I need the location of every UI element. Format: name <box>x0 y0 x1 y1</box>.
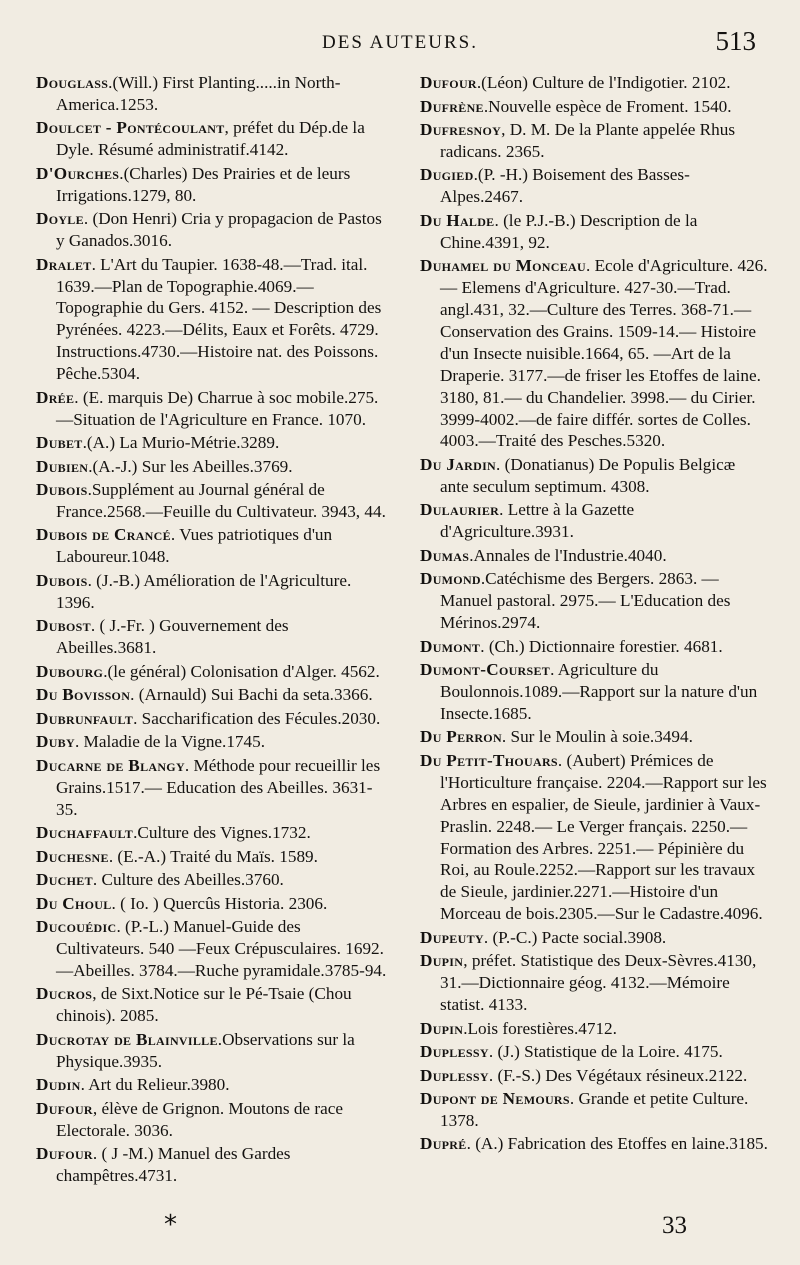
index-entry <box>36 479 388 523</box>
index-entry <box>36 731 388 753</box>
author-name: Doyle <box>36 209 84 229</box>
author-name: Duplessy <box>420 1065 489 1085</box>
index-entry <box>36 661 388 683</box>
entry-text: .Lois forestières.4712. <box>463 1018 617 1038</box>
author-name: Dulaurier <box>420 500 500 520</box>
author-name: Du Jardin <box>420 454 497 474</box>
entry-text: , préfet. Statistique des Deux-Sèvres.4130, 31.—Dictionnaire géog. 4132.—Mémoire statist. 4133. <box>440 951 757 1015</box>
index-entry <box>36 1074 388 1096</box>
author-name: Dumas <box>420 545 470 565</box>
entry-text: .(P. -H.) Boisement des Basses-Alpes.2467. <box>440 165 690 207</box>
entry-text: . Maladie de la Vigne.1745. <box>74 732 266 752</box>
index-entry <box>36 869 388 891</box>
entry-text: .(A.-J.) Sur les Abeilles.3769. <box>88 456 293 476</box>
index-entry <box>36 846 388 868</box>
entry-text: .(le général) Colonisation d'Alger. 4562. <box>103 661 380 681</box>
author-name: Ducouédic <box>36 917 117 936</box>
author-name: Dupin <box>420 1018 464 1038</box>
index-entry <box>36 893 388 915</box>
index-entry <box>420 1018 768 1040</box>
author-name: Du Halde <box>420 210 495 230</box>
author-name: Dubost <box>36 616 91 636</box>
entry-text: . (le P.J.-B.) Description de la Chine.4391, 92. <box>440 210 698 252</box>
entry-text: . (E. marquis De) Charrue à soc mobile.275.—Situation de l'Agriculture en France. 1070. <box>56 387 379 429</box>
index-entry <box>36 72 388 116</box>
entry-text: . (E.-A.) Traité du Maïs. 1589. <box>108 846 318 866</box>
page-number: 513 <box>715 26 756 56</box>
entry-text: . ( Io. ) Quercûs Historia. 2306. <box>111 893 328 913</box>
index-entry <box>420 659 768 725</box>
author-name: Duchesne <box>36 846 109 866</box>
entry-text: . (J.) Statistique de la Loire. 4175. <box>488 1042 723 1062</box>
index-entry <box>420 1088 768 1132</box>
index-entry <box>36 1098 388 1142</box>
index-entry <box>420 1133 768 1155</box>
index-entry <box>36 432 388 454</box>
index-entry <box>420 568 768 634</box>
entry-text: . Lettre à la Gazette d'Agriculture.3931. <box>440 500 635 542</box>
index-entry <box>36 387 388 431</box>
author-name: Dufour <box>36 1144 93 1164</box>
index-entry <box>36 983 388 1027</box>
index-entry <box>420 499 768 543</box>
index-entry <box>36 570 388 614</box>
entry-text: , D. M. De la Plante appelée Rhus radicans. 2365. <box>440 120 736 161</box>
entry-text: . Ecole d'Agriculture. 426. — Elemens d'Agriculture. 427-30.—Trad. angl.431, 32.—Culture des Terres. 368-71.— Conservation des Grains. 1509-14.— Histoire d'un Insecte nuisible.1664, 65. —Art de la Draperie. 3177.—de friser les Etoffes de laine. 3180, 81.— du Chandelier. 3998.— du Cirier. 3999-4002.—de faire différ. sortes de Colles. 4003.—Traité des Pesches.5320. <box>440 256 768 451</box>
index-entry <box>420 119 768 163</box>
entry-text: . (Donatianus) De Populis Belgicæ ante seculum septimum. 4308. <box>440 454 736 496</box>
author-name: Duhamel du Monceau <box>420 256 586 276</box>
index-entry <box>36 1143 388 1187</box>
author-name: Dudin <box>36 1075 81 1095</box>
index-entry <box>36 163 388 207</box>
index-entry <box>36 708 388 730</box>
author-name: Dupont de Nemours <box>420 1089 570 1109</box>
running-header <box>0 26 800 66</box>
index-entry <box>36 615 388 659</box>
index-entry <box>36 916 388 982</box>
index-entry <box>36 684 388 706</box>
entry-text: . (Arnauld) Sui Bachi da seta.3366. <box>130 685 373 705</box>
index-entry <box>420 96 768 118</box>
index-entry <box>36 456 388 478</box>
entry-text: . Sur le Moulin à soie.3494. <box>501 727 693 747</box>
index-entry <box>36 755 388 821</box>
author-name: Dufresnoy <box>420 120 502 139</box>
index-entry <box>420 72 768 94</box>
entry-text: .(A.) La Murio-Métrie.3289. <box>82 433 280 453</box>
author-name: Dubourg <box>36 661 104 681</box>
entry-text: . Art du Relieur.3980. <box>80 1075 230 1095</box>
entry-text: , préfet du Dép.de la Dyle. Résumé administratif.4142. <box>56 118 365 160</box>
author-name: D'Ourches <box>36 163 120 183</box>
entry-text: . (J.-B.) Amélioration de l'Agriculture. 1396. <box>56 570 352 612</box>
entry-text: .Annales de l'Industrie.4040. <box>469 545 667 565</box>
entry-text: . (Ch.) Dictionnaire forestier. 4681. <box>480 636 723 656</box>
index-entry <box>36 208 388 252</box>
author-name: Dugied <box>420 165 474 185</box>
entry-text: . Méthode pour recueillir les Grains.1517.— Education des Abeilles. 3631-35. <box>56 755 381 819</box>
author-name: Du Choul <box>36 893 112 913</box>
author-name: Dupré <box>420 1134 467 1154</box>
author-name: Dubois <box>36 480 88 500</box>
author-name: Dufour <box>420 73 477 92</box>
entry-text: , de Sixt.Notice sur le Pé-Tsaie (Chou chinois). 2085. <box>56 984 352 1026</box>
author-name: Dubet <box>36 433 83 453</box>
footer-asterisk: * <box>164 1210 177 1240</box>
index-entry <box>420 255 768 452</box>
index-entry <box>420 726 768 748</box>
right-column <box>420 72 768 1157</box>
running-title: DES AUTEURS. <box>322 32 478 53</box>
author-name: Ducrotay de Blainville <box>36 1029 218 1049</box>
entry-text: . (Aubert) Prémices de l'Horticulture française. 2204.—Rapport sur les Arbres en espalier, de Sieule, jardinier à Vaux-Praslin. 2248.— Le Verger français. 2250.— Formation des Arbres. 2251.— Pépinière du Roi, au Roule.2252.—Rapport sur les travaux de Sieule, jardinier.2271.—Histoire d'un Morceau de bois.2305.—Sur le Cadastre.4096. <box>440 750 767 924</box>
entry-text: .(Léon) Culture de l'Indigotier. 2102. <box>476 73 731 92</box>
index-entry <box>420 210 768 254</box>
index-entry <box>420 927 768 949</box>
author-name: Doulcet - Pontécoulant <box>36 118 225 138</box>
author-name: Dumond <box>420 569 481 589</box>
author-name: Du Perron <box>420 727 502 747</box>
author-name: Dubois <box>36 570 88 590</box>
index-entry <box>36 822 388 844</box>
author-name: Dubrunfault <box>36 708 134 728</box>
entry-text: . Saccharification des Fécules.2030. <box>133 708 381 728</box>
author-name: Dralet <box>36 254 92 274</box>
entry-text: . Culture des Abeilles.3760. <box>92 870 284 889</box>
author-name: Duchaffault <box>36 823 134 842</box>
entry-text: . ( J.-Fr. ) Gouvernement des Abeilles.3681. <box>56 616 289 658</box>
index-entry <box>420 164 768 208</box>
entry-text: .Catéchisme des Bergers. 2863. —Manuel pastoral. 2975.— L'Education des Mérinos.2974. <box>440 569 731 633</box>
entry-text: , élève de Grignon. Moutons de race Electorale. 3036. <box>56 1098 343 1140</box>
author-name: Duchet <box>36 870 93 889</box>
index-entry <box>420 636 768 658</box>
entry-text: . ( J -M.) Manuel des Gardes champêtres.4731. <box>56 1144 291 1185</box>
index-entry <box>36 254 388 385</box>
author-name: Dumont <box>420 636 481 656</box>
author-name: Drée <box>36 387 75 407</box>
entry-text: .(Charles) Des Prairies et de leurs Irrigations.1279, 80. <box>56 163 351 205</box>
author-name: Dupeuty <box>420 927 484 947</box>
author-name: Ducarne de Blangy <box>36 755 185 775</box>
author-name: Dubien <box>36 456 89 476</box>
entry-text: . L'Art du Taupier. 1638-48.—Trad. ital. 1639.—Plan de Topographie.4069.— Topographie du Gers. 4152. — Description des Pyrénées. 4223.—Délits, Eaux et Forêts. 4729. Instructions.4730.—Histoire nat. des Poissons. Pêche.5304. <box>56 254 382 384</box>
index-entry <box>36 117 388 161</box>
author-name: Dufrène <box>420 96 484 116</box>
entry-text: . (F.-S.) Des Végétaux résineux.2122. <box>488 1065 748 1085</box>
author-name: Dupin <box>420 951 464 971</box>
index-entry <box>36 524 388 568</box>
index-entry <box>420 750 768 925</box>
author-name: Dubois de Crancé <box>36 525 171 545</box>
author-name: Dumont-Courset <box>420 660 551 680</box>
index-entry <box>420 950 768 1016</box>
index-entry <box>420 454 768 498</box>
author-name: Du Petit-Thouars <box>420 750 558 770</box>
index-entry <box>36 1029 388 1073</box>
entry-text: . (Don Henri) Cria y propagacion de Pastos y Ganados.3016. <box>56 209 382 251</box>
entry-text: .Supplément au Journal général de France.2568.—Feuille du Cultivateur. 3943, 44. <box>56 480 386 521</box>
index-entry <box>420 545 768 567</box>
entry-text: .Observations sur la Physique.3935. <box>56 1029 355 1071</box>
entry-text: .Culture des Vignes.1732. <box>133 823 311 842</box>
left-column <box>36 72 388 1188</box>
entry-text: . (P.-C.) Pacte social.3908. <box>483 927 667 947</box>
signature-mark: 33 <box>662 1212 687 1239</box>
author-name: Dufour <box>36 1098 93 1118</box>
author-name: Duplessy <box>420 1042 489 1062</box>
author-name: Du Bovisson <box>36 685 131 705</box>
author-name: Douglass <box>36 73 109 92</box>
entry-text: . Vues patriotiques d'un Laboureur.1048. <box>56 525 333 567</box>
author-name: Ducros <box>36 984 93 1004</box>
entry-text: . Grande et petite Culture. 1378. <box>440 1089 749 1130</box>
entry-text: . (P.-L.) Manuel-Guide des Cultivateurs. 540 —Feux Crépusculaires. 1692.—Abeilles. 3784.—Ruche pyramidale.3785-94. <box>56 917 387 980</box>
index-entry <box>420 1041 768 1063</box>
author-name: Duby <box>36 732 75 752</box>
entry-text: . (A.) Fabrication des Etoffes en laine.3185. <box>466 1134 768 1154</box>
entry-text: .Nouvelle espèce de Froment. 1540. <box>483 96 732 116</box>
entry-text: .(Will.) First Planting.....in North-America.1253. <box>56 73 341 114</box>
entry-text: . Agriculture du Boulonnois.1089.—Rapport sur la nature d'un Insecte.1685. <box>440 660 758 723</box>
index-entry <box>420 1065 768 1087</box>
